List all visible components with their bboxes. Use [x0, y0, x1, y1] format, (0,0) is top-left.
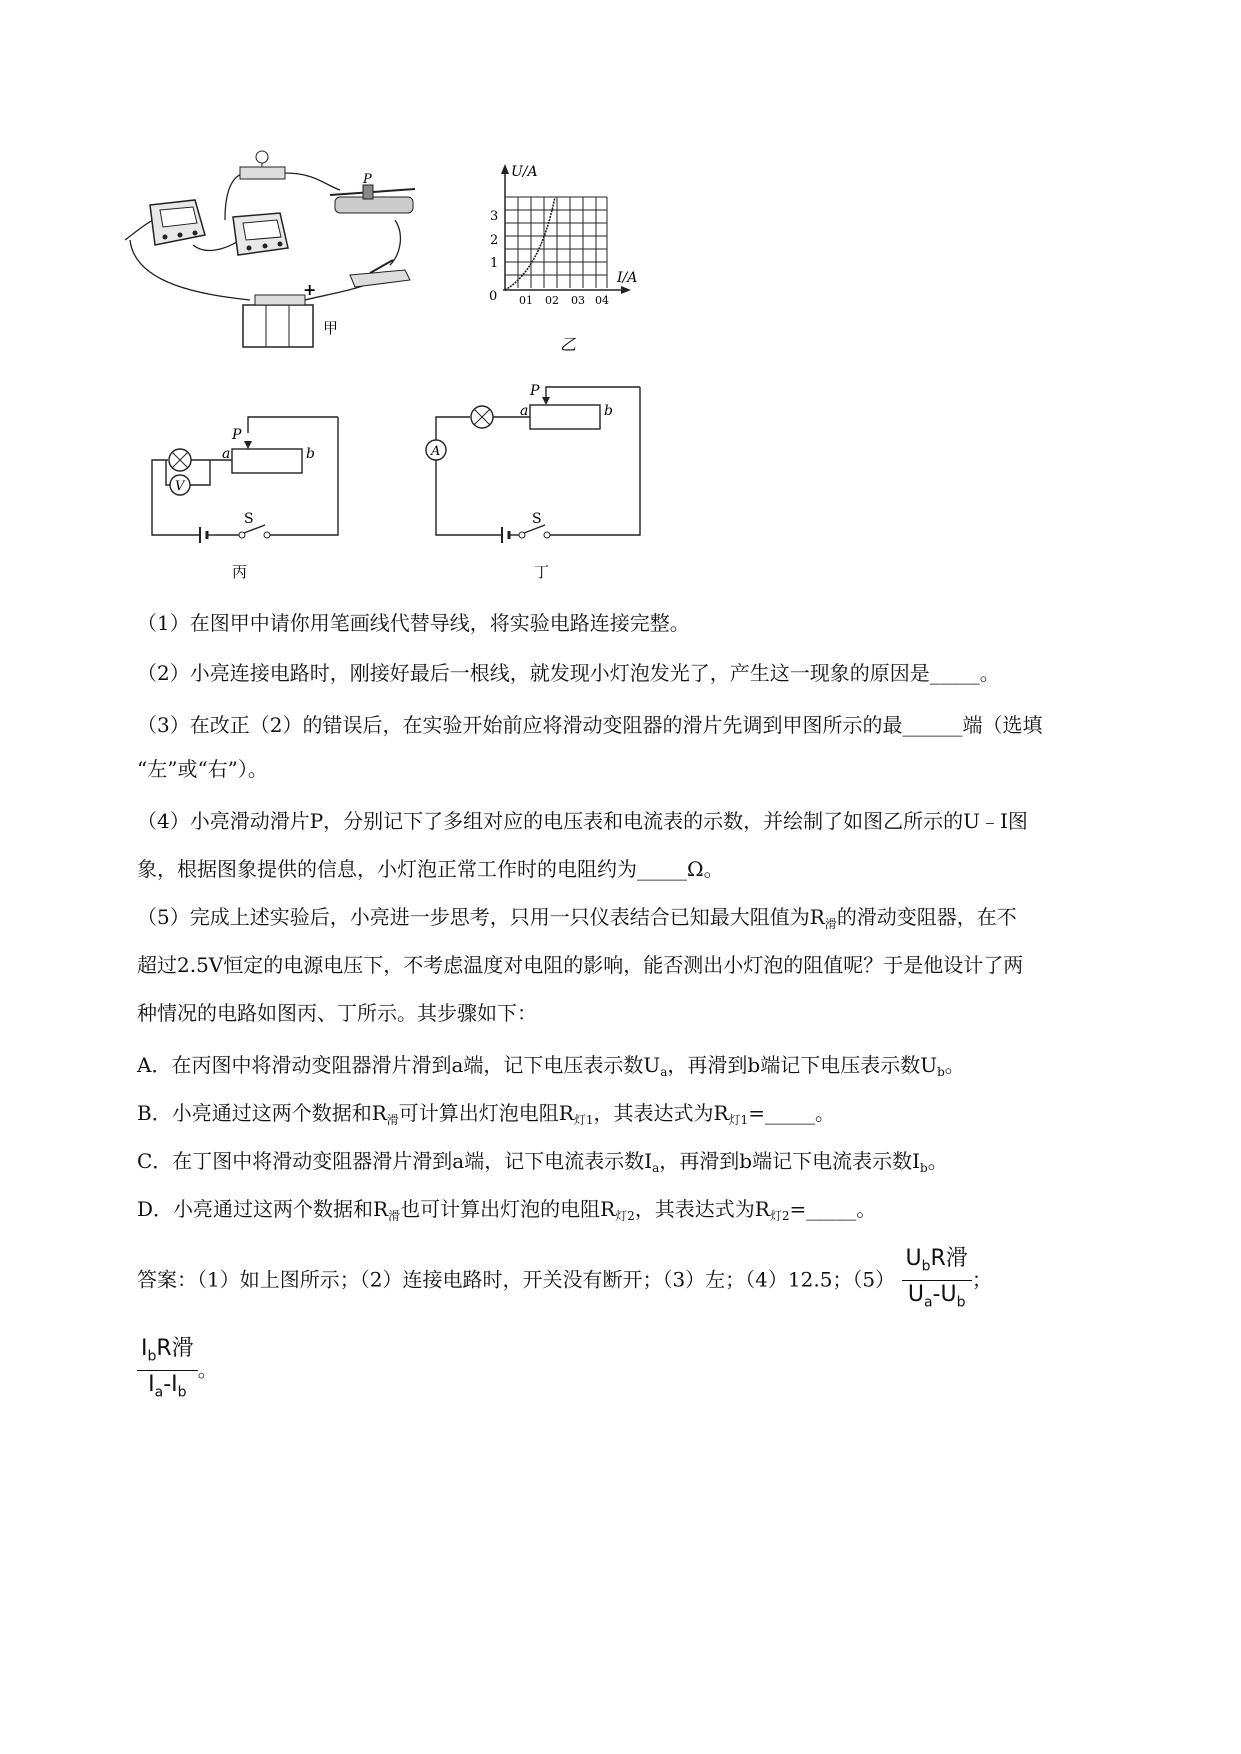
x-axis-label: I/A	[617, 270, 638, 286]
bing-a-label: a	[222, 446, 231, 462]
figure-ding-label: 丁	[534, 563, 550, 581]
lamp-holder-icon	[240, 151, 285, 179]
question-1: （1）在图甲中请你用笔画线代替导线，将实验电路连接完整。	[137, 611, 690, 635]
battery-plus-label: +	[303, 280, 317, 299]
question-3-line-2: “左”或“右”）。	[137, 757, 268, 781]
figure-jia-label: 甲	[323, 319, 339, 337]
battery-icon	[243, 280, 316, 347]
y-axis-label: U/A	[511, 164, 538, 180]
ding-b-label: b	[604, 403, 613, 419]
ding-ammeter-label: A	[431, 444, 441, 459]
question-3-line-1: （3）在改正（2）的错误后，在实验开始前应将滑动变阻器的滑片先调到甲图所示的最______端（选填	[137, 713, 1043, 737]
switch-icon	[350, 260, 410, 287]
x-tick-1: 01	[519, 294, 533, 307]
figure-jia-apparatus	[125, 145, 440, 355]
rheostat-p-label: P	[363, 172, 372, 187]
bing-p-label: P	[232, 427, 242, 443]
y-tick-3: 3	[490, 209, 499, 224]
graph-grid	[505, 197, 607, 288]
x-tick-3: 03	[571, 294, 585, 307]
question-4-line-1: （4）小亮滑动滑片P，分别记下了多组对应的电压表和电流表的示数，并绘制了如图乙所示的U﹣I图	[137, 809, 1028, 833]
rheostat-icon	[330, 172, 415, 213]
figure-bing-circuit	[140, 425, 380, 585]
answer-fraction-1: $\frac{U_bR滑}{U_a-U_b}$	[902, 1245, 972, 1317]
ding-s-label: S	[532, 511, 542, 527]
figure-yi-graph	[485, 160, 645, 360]
ding-a-label: a	[520, 403, 529, 419]
ding-rheostat	[530, 405, 600, 429]
bing-s-label: S	[244, 511, 254, 527]
ding-p-label: P	[530, 383, 540, 399]
question-5-line-3: 种情况的电路如图丙、丁所示。其步骤如下：	[137, 1001, 537, 1025]
step-d: D．小亮通过这两个数据和$R_滑$也可计算出灯泡的电阻$R_{灯2}$，其表达式为$R_{灯2}=\_\_\_\_\_$。	[137, 1197, 877, 1223]
meter-2-icon	[233, 213, 288, 255]
meter-1-icon	[150, 200, 205, 245]
question-4-line-2: 象，根据图象提供的信息，小灯泡正常工作时的电阻约为_____Ω。	[137, 857, 724, 881]
question-5-line-1: （5）完成上述实验后，小亮进一步思考，只用一只仪表结合已知最大阻值为$R_滑$的滑动变阻器，在不	[137, 905, 1017, 931]
y-tick-2: 2	[490, 233, 499, 248]
bing-rheostat	[232, 449, 302, 473]
bing-voltmeter-label: V	[175, 479, 185, 494]
x-tick-2: 02	[545, 294, 559, 307]
figure-yi-label: 乙	[560, 335, 577, 354]
step-b: B．小亮通过这两个数据和$R_滑$可计算出灯泡电阻$R_{灯1}$，其表达式为$R_{灯1}=\_\_\_\_\_$。	[137, 1101, 835, 1127]
step-a: A．在丙图中将滑动变阻器滑片滑到a端，记下电压表示数$U_a$，再滑到b端记下电压表示数$U_b$。	[137, 1053, 965, 1079]
question-2: （2）小亮连接电路时，刚接好最后一根线，就发现小灯泡发光了，产生这一现象的原因是_____。	[137, 661, 1000, 685]
step-c: C．在丁图中将滑动变阻器滑片滑到a端，记下电流表示数$I_a$，再滑到b端记下电流表示数$I_b$。	[137, 1149, 948, 1175]
y-tick-1: 1	[490, 256, 499, 271]
x-tick-4: 04	[595, 294, 609, 307]
answer-line-1: 答案：（1）如上图所示；（2）连接电路时，开关没有断开；（3）左；（4）12.5；（5） $\frac{U_bR滑}{U_a-U_b}$ ；	[137, 1245, 992, 1317]
answer-line-2: $\frac{I_bR滑}{I_a-I_b}$ 。	[137, 1335, 218, 1407]
u-i-curve	[505, 197, 555, 290]
origin-label: 0	[489, 289, 498, 304]
figure-bing-label: 丙	[232, 563, 248, 581]
bing-b-label: b	[306, 446, 315, 462]
figure-ding-circuit	[420, 383, 660, 585]
answer-fraction-2: $\frac{I_bR滑}{I_a-I_b}$	[137, 1335, 198, 1407]
question-5-line-2: 超过2.5V恒定的电源电压下，不考虑温度对电阻的影响，能否测出小灯泡的阻值呢？于是他设计了两	[137, 953, 1024, 977]
